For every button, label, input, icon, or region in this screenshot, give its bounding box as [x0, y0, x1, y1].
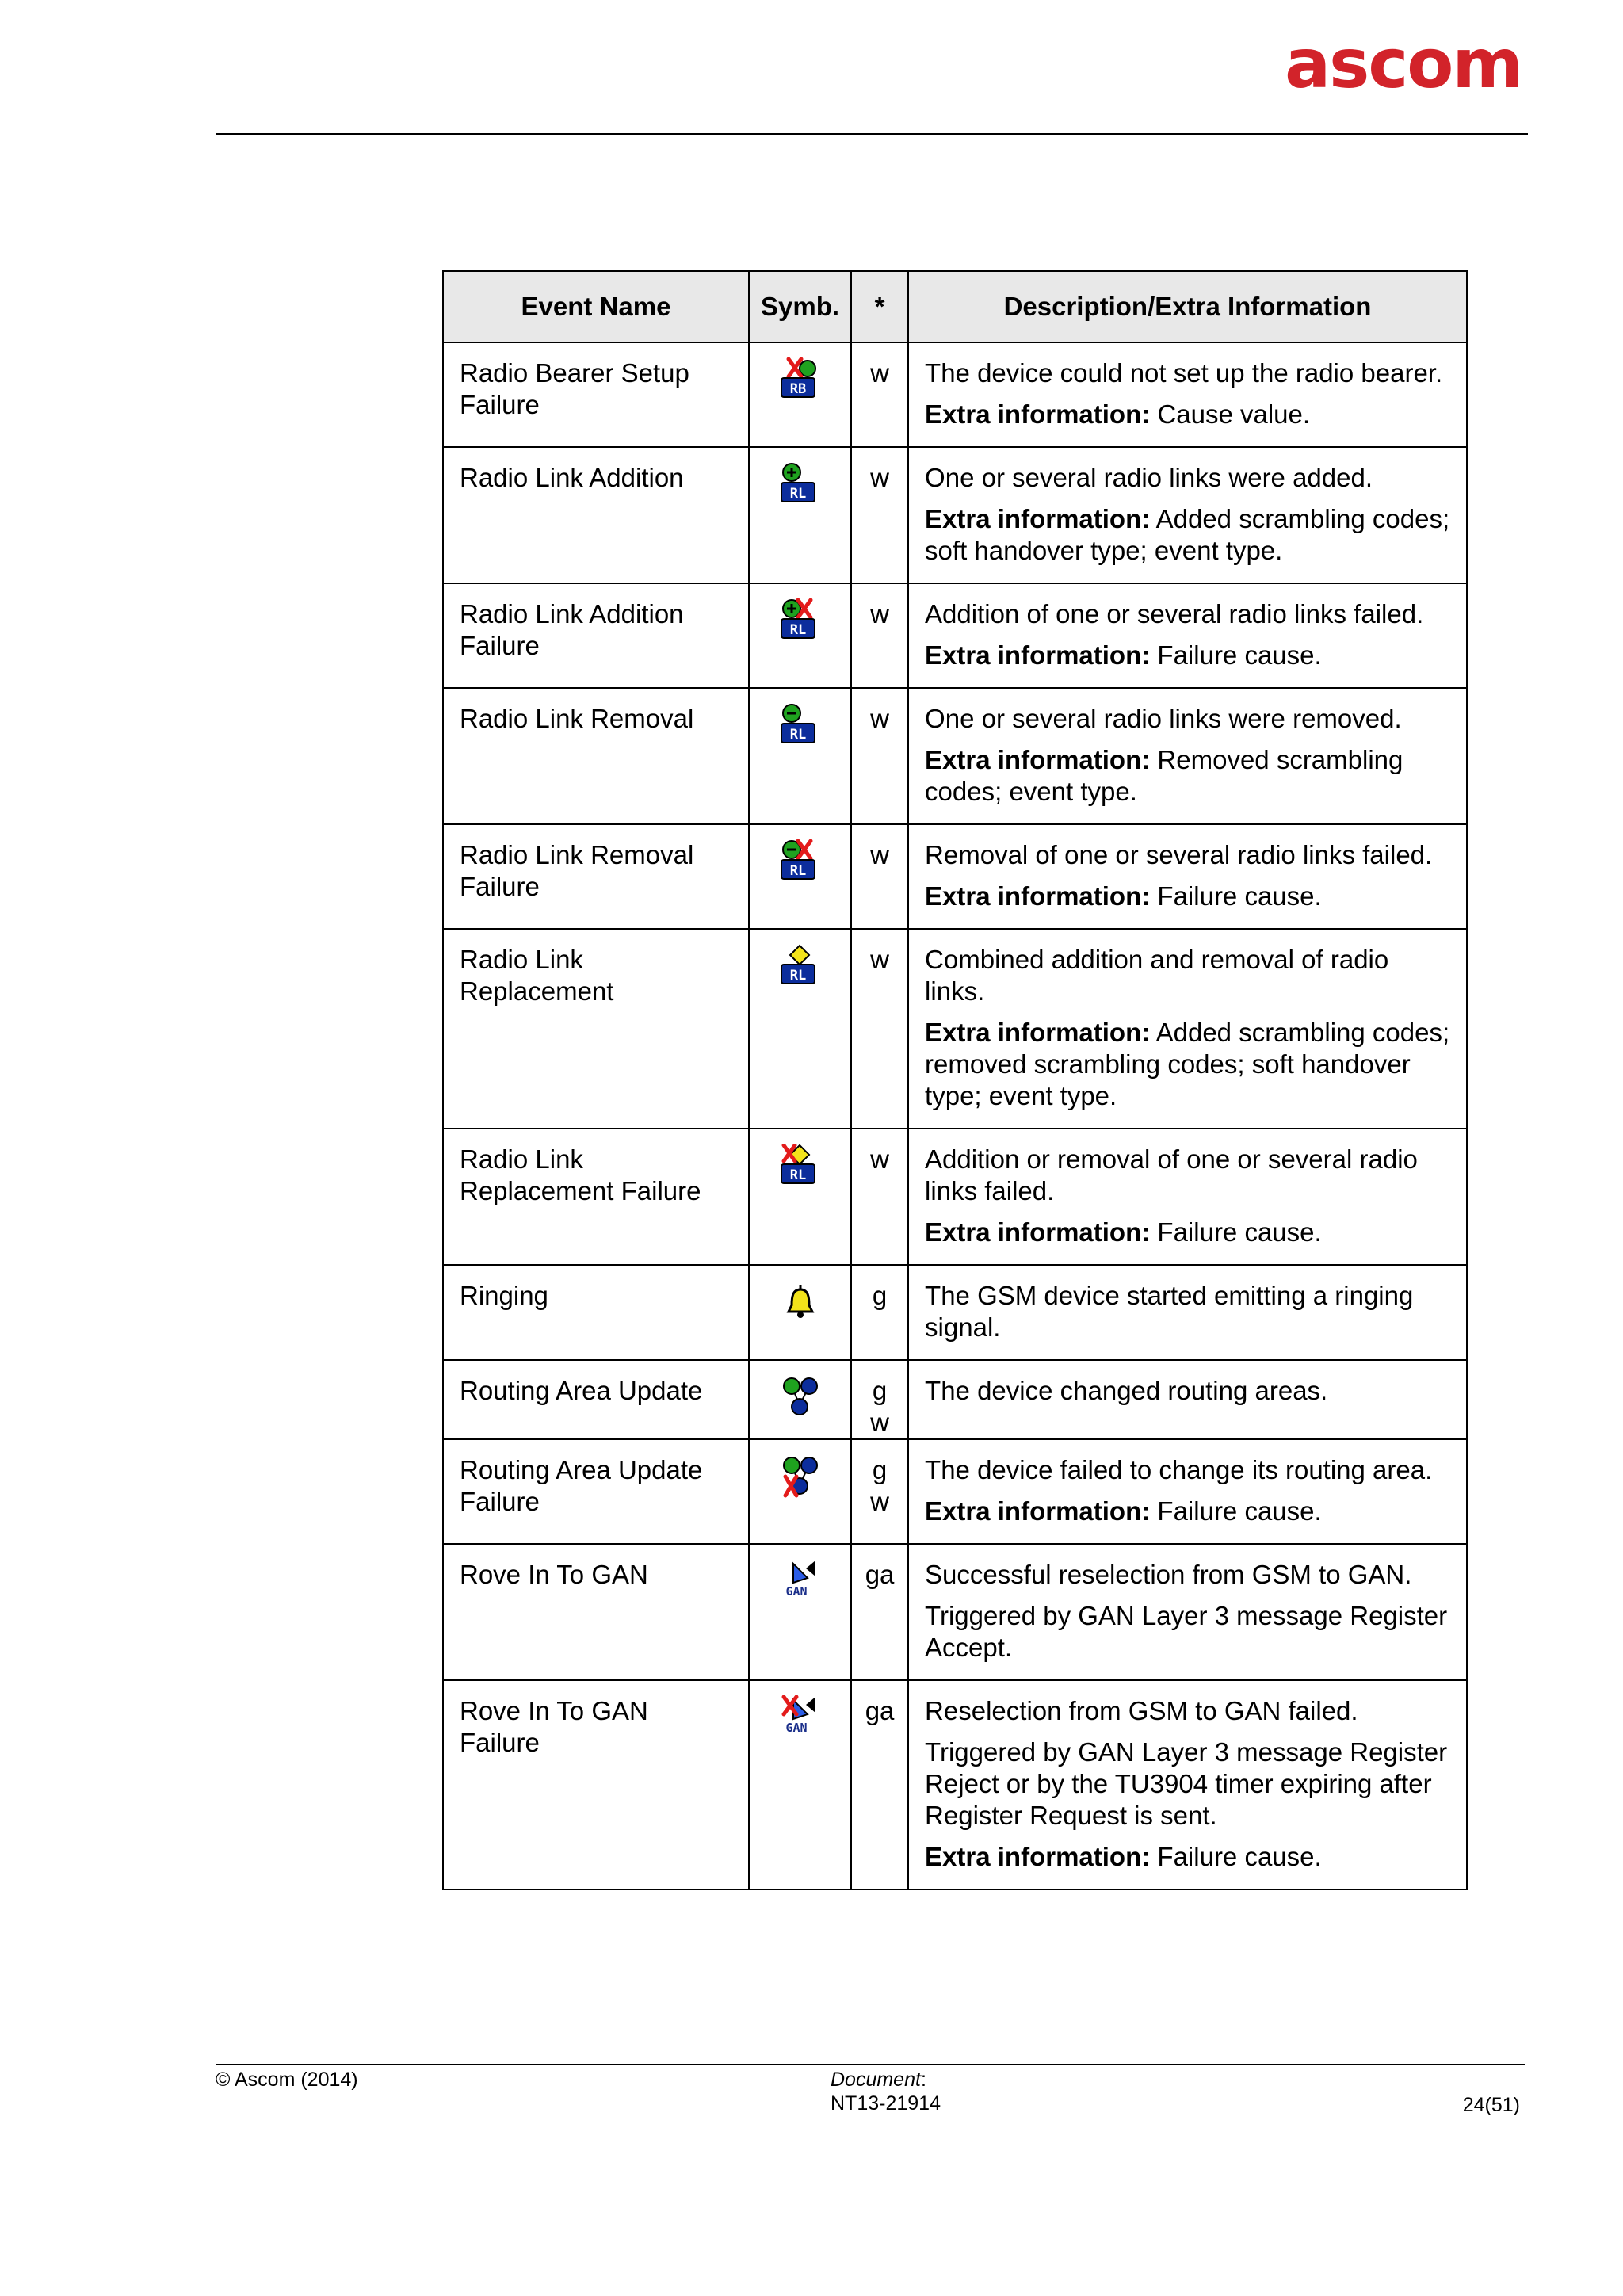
star-cell: [851, 1360, 908, 1439]
event-name-cell: Radio Link Replacement: [443, 929, 749, 1129]
extra-info-label: Extra information:: [925, 399, 1151, 429]
description-text: Failure cause.: [1150, 640, 1322, 670]
description-paragraph: [925, 1017, 1455, 1112]
radio-bearer-setup-failure-icon: [781, 357, 820, 402]
description-paragraph: [925, 399, 1455, 430]
star-value: w: [870, 704, 889, 733]
description-paragraph: [925, 357, 1455, 389]
star-cell: [851, 929, 908, 1129]
star-value: w: [870, 1487, 889, 1516]
footer-document-number: NT13-21914: [831, 2092, 941, 2115]
event-name-cell: Routing Area Update Failure: [443, 1439, 749, 1544]
description-text: Failure cause.: [1150, 881, 1322, 911]
star-value: g: [872, 1455, 888, 1484]
table-row: [443, 1360, 1467, 1439]
star-cell: [851, 1265, 908, 1360]
footer-page-number: 24(51): [1462, 2094, 1520, 2116]
event-name-cell: Rove In To GAN Failure: [443, 1680, 749, 1889]
description-paragraph: [925, 1454, 1455, 1486]
star-cell: [851, 688, 908, 824]
extra-info-label: Extra information:: [925, 1217, 1151, 1247]
table-row: [443, 1265, 1467, 1360]
description-paragraph: [925, 703, 1455, 735]
footer-document-colon: :: [920, 2069, 926, 2091]
extra-info-label: Extra information:: [925, 504, 1151, 533]
star-value: w: [870, 840, 889, 869]
routing-area-update-failure-icon: [781, 1454, 820, 1499]
description-paragraph: [925, 1496, 1455, 1527]
description-text: Failure cause.: [1150, 1842, 1322, 1871]
description-text: The GSM device started emitting a ringing signal.: [925, 1281, 1414, 1342]
description-text: Removal of one or several radio links failed.: [925, 840, 1433, 869]
event-name-cell: Radio Link Replacement Failure: [443, 1129, 749, 1265]
radio-link-removal-icon: [781, 703, 820, 747]
star-value: w: [870, 599, 889, 628]
description-text: Reselection from GSM to GAN failed.: [925, 1696, 1358, 1725]
table-row: [443, 1544, 1467, 1680]
routing-area-update-icon: [781, 1375, 820, 1419]
star-cell: [851, 447, 908, 583]
table-row: [443, 824, 1467, 929]
bell-icon: [781, 1280, 820, 1324]
description-text: Added scrambling codes; soft handover type; event type.: [925, 504, 1450, 565]
col-description: Description/Extra Information: [908, 271, 1467, 342]
radio-link-replacement-failure-icon: [781, 1144, 820, 1188]
description-cell: [908, 1265, 1467, 1360]
description-cell: [908, 824, 1467, 929]
event-name-cell: Radio Link Removal: [443, 688, 749, 824]
svg-text:RL: RL: [789, 863, 806, 879]
symbol-cell: [749, 1129, 851, 1265]
description-cell: [908, 1129, 1467, 1265]
ascom-logo: ascom: [1285, 25, 1522, 104]
table-row: [443, 1439, 1467, 1544]
event-name-cell: Radio Link Addition: [443, 447, 749, 583]
description-paragraph: [925, 1695, 1455, 1727]
table-row: [443, 688, 1467, 824]
description-text: Removed scrambling codes; event type.: [925, 745, 1403, 806]
extra-info-label: Extra information:: [925, 1496, 1151, 1526]
star-cell: [851, 1544, 908, 1680]
star-cell: [851, 1439, 908, 1544]
description-paragraph: [925, 839, 1455, 871]
description-text: The device could not set up the radio bearer.: [925, 358, 1443, 388]
svg-text:GAN: GAN: [785, 1584, 808, 1599]
svg-text:RL: RL: [789, 1167, 806, 1183]
description-text: Failure cause.: [1150, 1217, 1322, 1247]
description-paragraph: [925, 944, 1455, 1007]
event-name-cell: Routing Area Update: [443, 1360, 749, 1439]
description-text: Failure cause.: [1150, 1496, 1322, 1526]
event-name-cell: Ringing: [443, 1265, 749, 1360]
star-value: ga: [865, 1696, 895, 1725]
radio-link-removal-failure-icon: [781, 839, 820, 884]
svg-text:RL: RL: [789, 968, 806, 984]
star-value: w: [870, 358, 889, 388]
radio-link-addition-icon: [781, 462, 820, 506]
symbol-cell: [749, 583, 851, 688]
event-name-cell: Radio Link Removal Failure: [443, 824, 749, 929]
description-paragraph: [925, 503, 1455, 567]
description-text: Triggered by GAN Layer 3 message Register Accept.: [925, 1601, 1448, 1662]
star-cell: [851, 342, 908, 447]
description-cell: [908, 447, 1467, 583]
footer-rule: [216, 2064, 1525, 2065]
star-value: w: [870, 945, 889, 974]
description-cell: [908, 342, 1467, 447]
description-paragraph: [925, 1375, 1455, 1407]
description-cell: [908, 1544, 1467, 1680]
table-row: [443, 583, 1467, 688]
extra-info-label: Extra information:: [925, 640, 1151, 670]
table-header-row: [443, 271, 1467, 342]
symbol-cell: [749, 824, 851, 929]
description-text: Cause value.: [1150, 399, 1311, 429]
svg-text:RB: RB: [789, 381, 806, 397]
description-paragraph: [925, 462, 1455, 494]
event-name-cell: Rove In To GAN: [443, 1544, 749, 1680]
event-name-cell: Radio Link Addition Failure: [443, 583, 749, 688]
description-paragraph: [925, 1559, 1455, 1591]
symbol-cell: [749, 447, 851, 583]
header-rule: [216, 133, 1528, 135]
events-table: [442, 270, 1468, 1890]
description-cell: [908, 1439, 1467, 1544]
event-name-cell: Radio Bearer Setup Failure: [443, 342, 749, 447]
description-paragraph: [925, 1144, 1455, 1207]
symbol-cell: [749, 342, 851, 447]
rove-in-to-gan-icon: [781, 1559, 820, 1603]
table-row: [443, 1129, 1467, 1265]
col-event-name: Event Name: [443, 271, 749, 342]
star-value: g: [872, 1376, 888, 1405]
description-text: One or several radio links were added.: [925, 463, 1373, 492]
table-row: [443, 447, 1467, 583]
radio-link-replacement-icon: [781, 944, 820, 988]
description-cell: [908, 1680, 1467, 1889]
description-text: The device failed to change its routing area.: [925, 1455, 1433, 1484]
description-text: Successful reselection from GSM to GAN.: [925, 1560, 1412, 1589]
star-value: w: [870, 1408, 889, 1437]
col-symbol: Symb.: [749, 271, 851, 342]
star-value: g: [872, 1281, 888, 1310]
star-value: w: [870, 1144, 889, 1174]
description-paragraph: [925, 1841, 1455, 1873]
symbol-cell: [749, 1265, 851, 1360]
symbol-cell: [749, 1544, 851, 1680]
description-text: One or several radio links were removed.: [925, 704, 1402, 733]
description-paragraph: [925, 1280, 1455, 1343]
description-paragraph: [925, 881, 1455, 912]
star-value: ga: [865, 1560, 895, 1589]
table-row: [443, 342, 1467, 447]
star-cell: [851, 824, 908, 929]
footer-document-label: Document: [831, 2069, 921, 2091]
description-paragraph: [925, 1736, 1455, 1832]
table-row: [443, 1680, 1467, 1889]
col-star: *: [851, 271, 908, 342]
description-text: Triggered by GAN Layer 3 message Register Reject or by the TU3904 timer expiring after Register Request is sent.: [925, 1737, 1448, 1830]
symbol-cell: [749, 688, 851, 824]
svg-text:RL: RL: [789, 727, 806, 743]
symbol-cell: [749, 1439, 851, 1544]
table-row: [443, 929, 1467, 1129]
svg-text:GAN: GAN: [785, 1721, 808, 1735]
description-text: Combined addition and removal of radio links.: [925, 945, 1389, 1006]
description-text: Addition of one or several radio links failed.: [925, 599, 1424, 628]
description-cell: [908, 688, 1467, 824]
symbol-cell: [749, 929, 851, 1129]
radio-link-addition-failure-icon: [781, 598, 820, 643]
extra-info-label: Extra information:: [925, 745, 1151, 774]
footer-copyright: © Ascom (2014): [216, 2069, 358, 2091]
symbol-cell: [749, 1360, 851, 1439]
description-paragraph: [925, 1600, 1455, 1664]
description-cell: [908, 1360, 1467, 1439]
description-text: The device changed routing areas.: [925, 1376, 1328, 1405]
star-cell: [851, 1129, 908, 1265]
star-cell: [851, 583, 908, 688]
description-text: Added scrambling codes; removed scrambling codes; soft handover type; event type.: [925, 1018, 1450, 1110]
extra-info-label: Extra information:: [925, 1842, 1151, 1871]
extra-info-label: Extra information:: [925, 1018, 1151, 1047]
rove-in-to-gan-failure-icon: [781, 1695, 820, 1740]
star-value: w: [870, 463, 889, 492]
description-cell: [908, 929, 1467, 1129]
description-paragraph: [925, 598, 1455, 630]
description-paragraph: [925, 744, 1455, 808]
footer-document: [831, 2068, 941, 2115]
svg-text:RL: RL: [789, 486, 806, 502]
symbol-cell: [749, 1680, 851, 1889]
description-cell: [908, 583, 1467, 688]
description-paragraph: [925, 1217, 1455, 1248]
svg-text:RL: RL: [789, 622, 806, 638]
description-text: Addition or removal of one or several radio links failed.: [925, 1144, 1418, 1205]
star-cell: [851, 1680, 908, 1889]
description-paragraph: [925, 640, 1455, 671]
extra-info-label: Extra information:: [925, 881, 1151, 911]
